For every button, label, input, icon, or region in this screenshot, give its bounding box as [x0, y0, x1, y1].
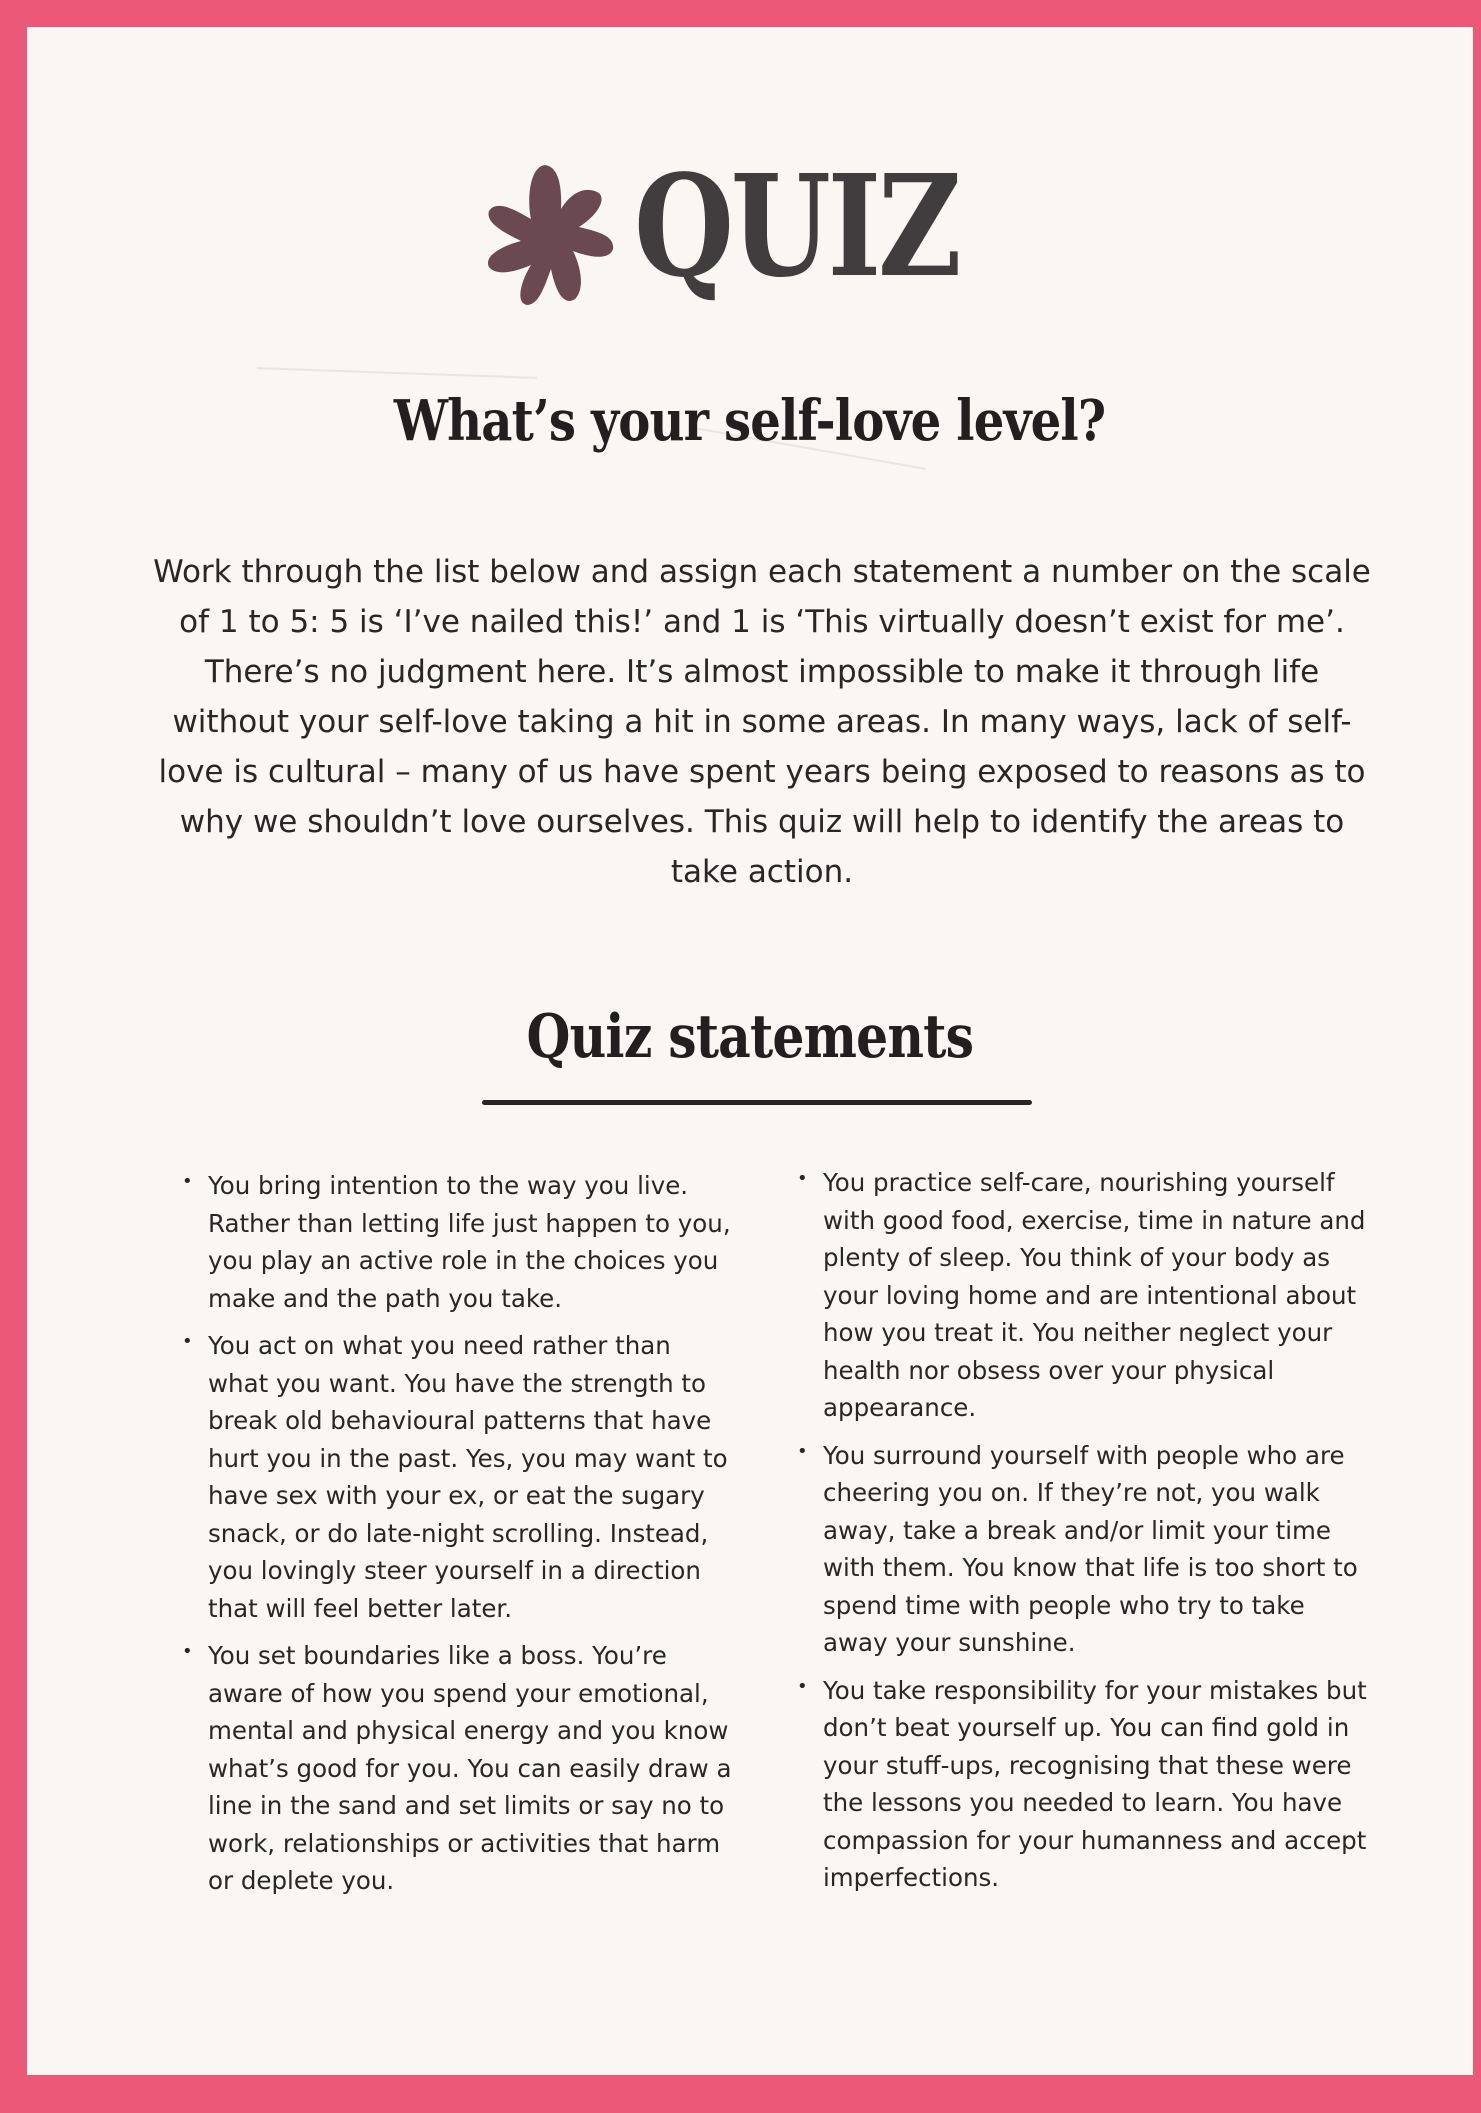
list-item	[182, 1327, 737, 1627]
statement-text: You practice self-care, nourishing yourself with good food, exercise, time in nature and plenty of sleep. You think of your body as your loving home and are intentional about how you treat it. You neither neglect your health nor obsess over your physical appearance.	[823, 1168, 1366, 1422]
page-title	[27, 388, 1473, 454]
statement-text: You set boundaries like a boss. You’re aware of how you spend your emotional, mental and physical energy and you know what’s good for you. You can easily draw a line in the sand and set limits or say no to work, relationships or activities that harm or deplete you.	[208, 1641, 732, 1895]
statements-left-column	[182, 1167, 737, 1910]
bullet-icon: •	[182, 1641, 193, 1662]
section-title	[27, 1002, 1473, 1072]
list-item	[797, 1437, 1367, 1662]
bullet-icon: •	[182, 1171, 193, 1192]
star-blob-icon	[467, 157, 627, 317]
statements-right-column	[797, 1164, 1367, 1907]
intro-paragraph: Work through the list below and assign each statement a number on the scale of 1 to 5: 5 is ‘I’ve nailed this!’ and 1 is ‘This virtually doesn’t exist for me’. There’s no judgment here. It’s almost impossible to make it through life without your self-love taking a hit in some areas. In many ways, lack of self-love is cultural – many of us have spent years being exposed to reasons as to why we shouldn’t love ourselves. This quiz will help to identify the areas to take action.	[153, 554, 1371, 890]
statement-text: You bring intention to the way you live. Rather than letting life just happen to you, you play an active role in the choices you make and the path you take.	[208, 1171, 731, 1313]
page-title-text: What’s your self-love level?	[394, 388, 1106, 454]
bullet-icon: •	[797, 1168, 808, 1189]
quiz-heading: QUIZ	[634, 145, 959, 309]
bullet-icon: •	[797, 1440, 808, 1462]
list-item	[182, 1637, 737, 1900]
paper-mark	[257, 367, 537, 379]
list-item	[797, 1672, 1367, 1897]
bullet-icon: •	[797, 1675, 808, 1697]
section-title-text: Quiz statements	[526, 1002, 974, 1072]
list-item	[182, 1167, 737, 1317]
bullet-icon: •	[182, 1331, 193, 1352]
statement-text: You surround yourself with people who are cheering you on. If they’re not, you walk away, take a break and/or limit your time with them. You know that life is too short to spend time with people who try to take away your sunshine.	[823, 1440, 1358, 1657]
statement-text: You take responsibility for your mistakes but don’t beat yourself up. You can find gold in your stuff-ups, recognising that these were the lessons you needed to learn. You have compassion for your humanness and accept imperfections.	[823, 1675, 1367, 1892]
statement-text: You act on what you need rather than what you want. You have the strength to break old behavioural patterns that have hurt you in the past. Yes, you may want to have sex with your ex, or eat the sugary snack, or do late-night scrolling. Instead, you lovingly steer yourself in a direction that will feel better later.	[208, 1331, 728, 1623]
quiz-page	[27, 27, 1473, 2075]
list-item	[797, 1164, 1367, 1427]
section-underline	[482, 1100, 1032, 1105]
